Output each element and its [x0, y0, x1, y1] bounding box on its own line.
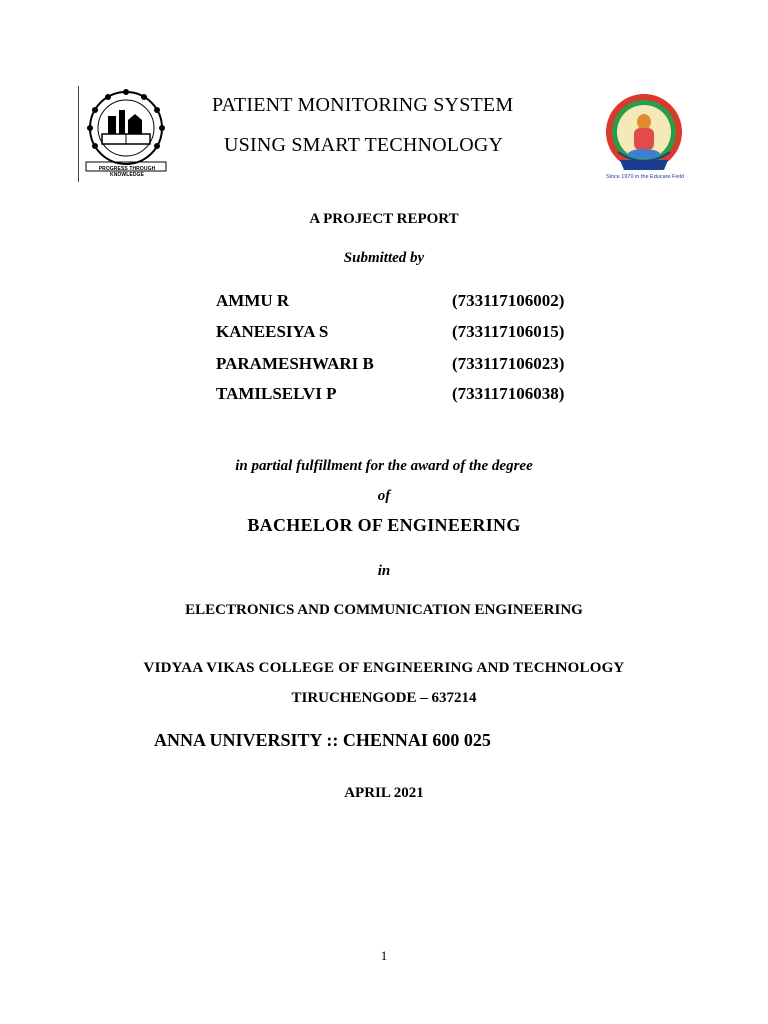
university: ANNA UNIVERSITY :: CHENNAI 600 025	[154, 730, 491, 750]
student-name: PARAMESHWARI B	[216, 354, 374, 373]
college-name: VIDYAA VIKAS COLLEGE OF ENGINEERING AND TECHNOLOGY	[143, 660, 625, 676]
title-line-1: PATIENT MONITORING SYSTEM	[212, 94, 514, 116]
student-id: (733117106002)	[452, 291, 565, 310]
report-type: A PROJECT REPORT	[309, 211, 459, 227]
student-name: TAMILSELVI P	[216, 384, 337, 403]
department: ELECTRONICS AND COMMUNICATION ENGINEERING	[185, 602, 583, 618]
student-id: (733117106038)	[452, 384, 565, 403]
of-text: of	[377, 488, 391, 504]
title-line-2: USING SMART TECHNOLOGY	[224, 134, 504, 156]
report-date: APRIL 2021	[344, 785, 424, 801]
student-id: (733117106023)	[452, 354, 565, 373]
student-name: AMMU R	[216, 291, 290, 310]
student-name: KANEESIYA S	[216, 322, 329, 341]
in-text: in	[377, 563, 391, 579]
submitted-by: Submitted by	[343, 250, 425, 266]
college-place: TIRUCHENGODE – 637214	[291, 690, 477, 706]
fulfillment-text: in partial fulfillment for the award of the degree	[235, 458, 533, 474]
left-logo-caption: PROGRESS THROUGH KNOWLEDGE	[98, 166, 156, 178]
right-logo-caption: Since 1970 in the Educare Field	[606, 174, 684, 180]
degree: BACHELOR OF ENGINEERING	[247, 515, 521, 535]
page-number: 1	[380, 948, 388, 963]
student-id: (733117106015)	[452, 322, 565, 341]
